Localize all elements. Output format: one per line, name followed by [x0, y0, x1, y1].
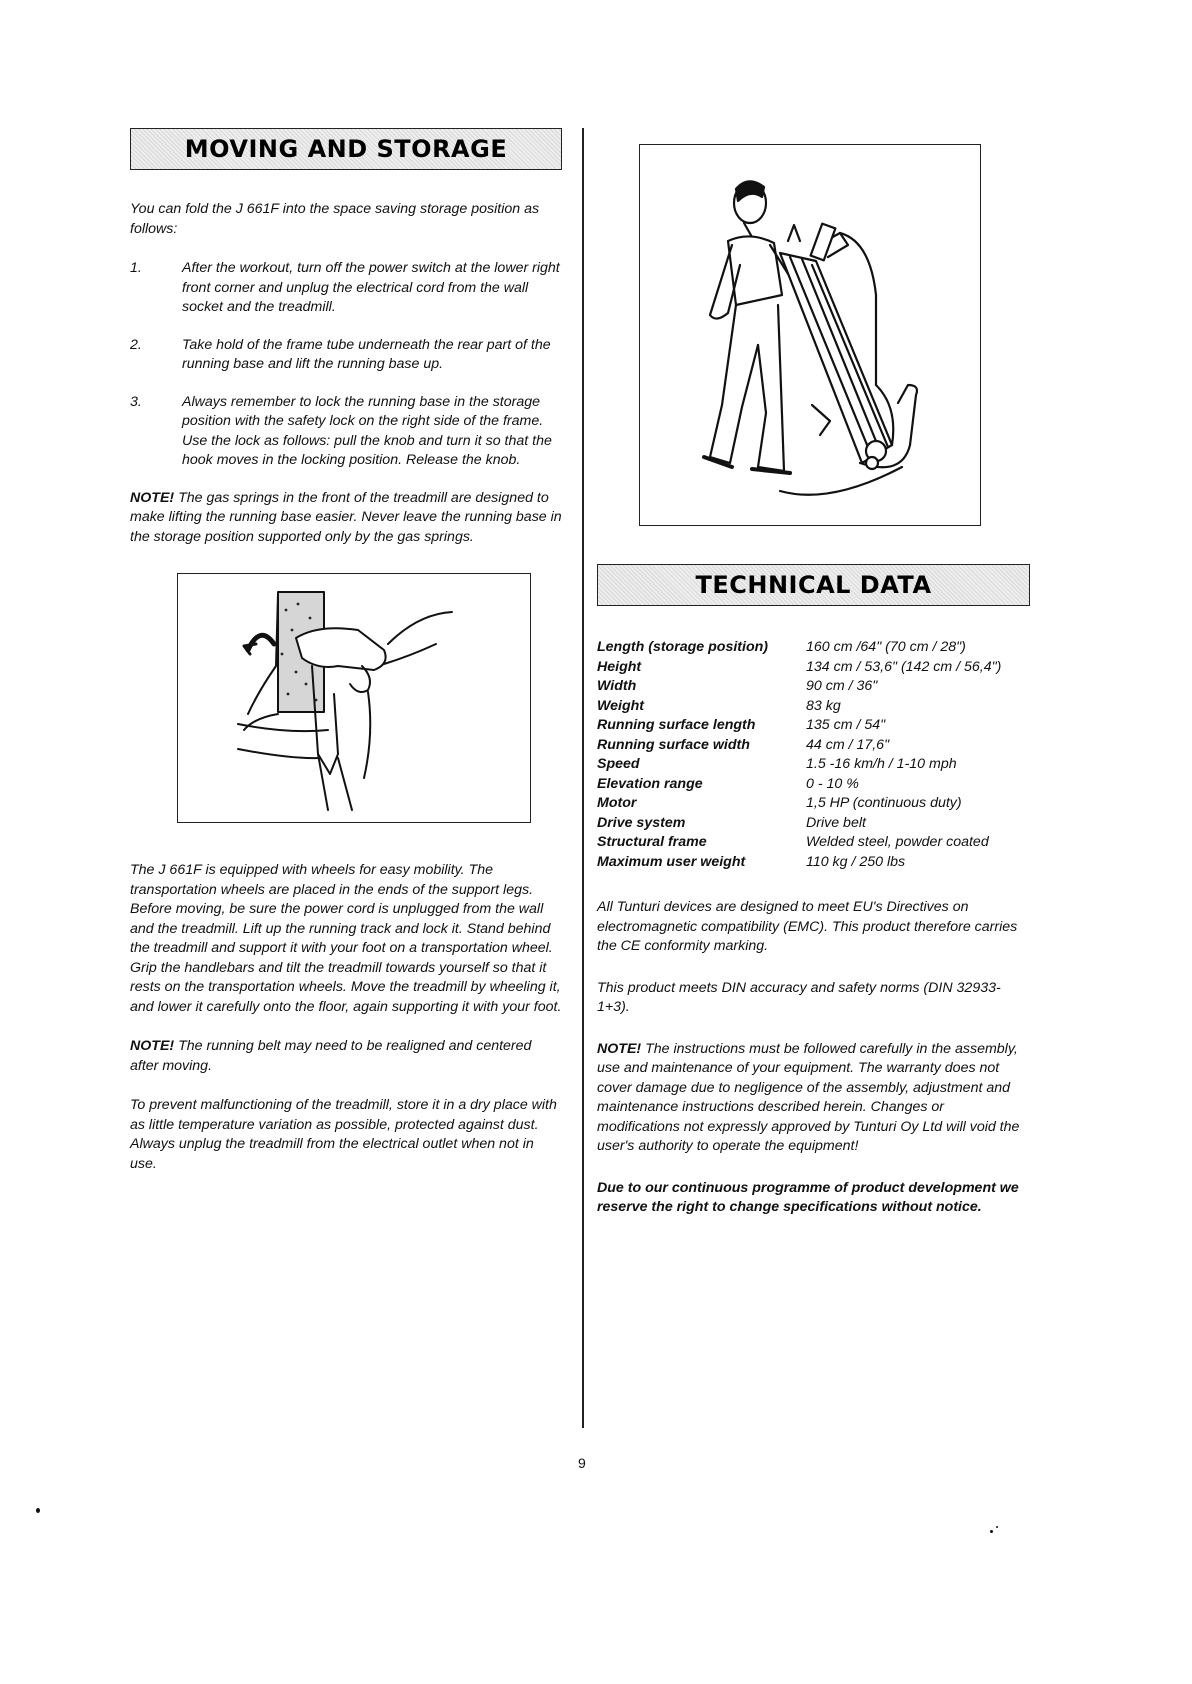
- spec-label: Height: [597, 658, 642, 675]
- spec-row: [597, 638, 1030, 658]
- column-divider: [582, 128, 584, 1428]
- spec-label: Length (storage position): [597, 639, 769, 655]
- step-text: Take hold of the frame tube underneath the rear part of the running base and lift the running base up.: [182, 336, 551, 372]
- scan-speck: [36, 1508, 40, 1513]
- spec-row: [597, 775, 1030, 795]
- spec-value: 110 kg / 250 lbs: [806, 853, 906, 870]
- note-text: The instructions must be followed carefully in the assembly, use and maintenance of your equipment. The warranty does not cover damage due to negligence of the assembly, adjustment and maintenance instructions described herein. Changes or modifications not expressly approved by Tunturi Oy Ltd will void the user's authority to operate the equipment!: [597, 1040, 1020, 1154]
- spec-value: 134 cm / 53,6" (142 cm / 56,4"): [806, 658, 1002, 675]
- spec-row: [597, 658, 1030, 678]
- scan-speck: [996, 1526, 998, 1528]
- spec-label: Elevation range: [597, 775, 703, 792]
- spec-row: [597, 853, 1030, 873]
- folding-treadmill-drawing: [640, 145, 980, 525]
- step-number: 2.: [130, 336, 142, 353]
- spec-value: 135 cm / 54": [806, 717, 886, 733]
- step-item: [130, 336, 562, 375]
- moving-storage-column: [130, 128, 562, 1174]
- intro-paragraph: You can fold the J 661F into the space saving storage position as follows:: [130, 201, 540, 237]
- scan-speck: [990, 1530, 993, 1533]
- spec-value: 90 cm / 36": [806, 678, 878, 694]
- technical-data-heading: TECHNICAL DATA: [695, 571, 932, 599]
- note-text: The gas springs in the front of the treadmill are designed to make lifting the running base easier. Never leave the running base in the storage position supported only by the gas springs.: [130, 489, 562, 545]
- spec-row: [597, 677, 1030, 697]
- spec-table: [597, 638, 1030, 872]
- spec-label: Structural frame: [597, 834, 707, 850]
- spec-row: [597, 833, 1030, 853]
- spec-value: Welded steel, powder coated: [806, 834, 989, 850]
- spec-value: 0 - 10 %: [806, 775, 859, 792]
- belt-note: [130, 1037, 562, 1076]
- spec-row: [597, 755, 1030, 775]
- step-item: [130, 393, 562, 471]
- note-label: NOTE!: [130, 1038, 175, 1054]
- spec-value: 83 kg: [806, 697, 841, 714]
- spec-row: [597, 697, 1030, 717]
- spec-value: 1,5 HP (continuous duty): [806, 795, 962, 811]
- technical-data-heading-box: [597, 564, 1030, 606]
- spec-label: Running surface width: [597, 736, 750, 753]
- spec-row: [597, 794, 1030, 814]
- emc-paragraph: All Tunturi devices are designed to meet EU's Directives on electromagnetic compatibility (EMC). This product therefore carries the CE conformity marking.: [597, 899, 1018, 954]
- step-item: [130, 259, 562, 318]
- spec-label: Running surface length: [597, 717, 756, 733]
- spec-row: [597, 716, 1030, 736]
- safety-lock-illustration: [177, 573, 531, 823]
- instructions-note: [597, 1040, 1030, 1157]
- folding-treadmill-illustration: [639, 144, 981, 526]
- moving-storage-heading-box: [130, 128, 562, 170]
- step-number: 3.: [130, 393, 142, 410]
- step-number: 1.: [130, 260, 142, 276]
- step-text: Always remember to lock the running base in the storage position with the safety lock on the right side of the frame. Use the lock as follows: pull the knob and turn it so that the hook moves in the locking position. Release the knob.: [182, 393, 552, 468]
- technical-column: [597, 144, 1030, 1218]
- spec-label: Speed: [597, 756, 640, 772]
- wheels-paragraph: The J 661F is equipped with wheels for easy mobility. The transportation wheels are placed in the ends of the support legs. Before moving, be sure the power cord is unplugged from the wall and the treadmill. Lift up the running track and lock it. Stand behind the treadmill and support it with your foot on a transportation wheel. Grip the handlebars and tilt the treadmill towards yourself so that it rests on the transportation wheels. Move the treadmill by wheeling it, and lower it carefully onto the floor, again supporting it with your foot.: [130, 862, 562, 1015]
- note-label: NOTE!: [130, 489, 175, 506]
- note-text: The running belt may need to be realigned and centered after moving.: [130, 1038, 532, 1074]
- spec-value: 160 cm /64" (70 cm / 28"): [806, 639, 966, 655]
- storage-paragraph: To prevent malfunctioning of the treadmill, store it in a dry place with as little temperature variation as possible, protected against dust. Always unplug the treadmill from the electrical outlet when not in use.: [130, 1097, 557, 1172]
- spec-value: Drive belt: [806, 814, 866, 831]
- spec-value: 1.5 -16 km/h / 1-10 mph: [806, 756, 957, 772]
- steps-list: [130, 259, 562, 471]
- step-text: After the workout, turn off the power switch at the lower right front corner and unplug the electrical cord from the wall socket and the treadmill.: [182, 260, 560, 315]
- spec-label: Width: [597, 678, 637, 694]
- specification-change-notice: Due to our continuous programme of product development we reserve the right to change specifications without notice.: [597, 1179, 1019, 1215]
- gas-springs-note: [130, 489, 562, 548]
- spec-label: Weight: [597, 697, 645, 714]
- safety-lock-drawing: [178, 574, 530, 822]
- spec-row: [597, 736, 1030, 756]
- moving-storage-heading: MOVING AND STORAGE: [184, 135, 508, 163]
- din-paragraph: This product meets DIN accuracy and safety norms (DIN 32933-1+3).: [597, 979, 1001, 1015]
- page-number: 9: [578, 1455, 586, 1471]
- spec-value: 44 cm / 17,6": [806, 736, 890, 753]
- spec-row: [597, 814, 1030, 834]
- spec-label: Motor: [597, 795, 637, 811]
- spec-label: Maximum user weight: [597, 853, 746, 870]
- note-label: NOTE!: [597, 1040, 642, 1057]
- spec-label: Drive system: [597, 814, 686, 831]
